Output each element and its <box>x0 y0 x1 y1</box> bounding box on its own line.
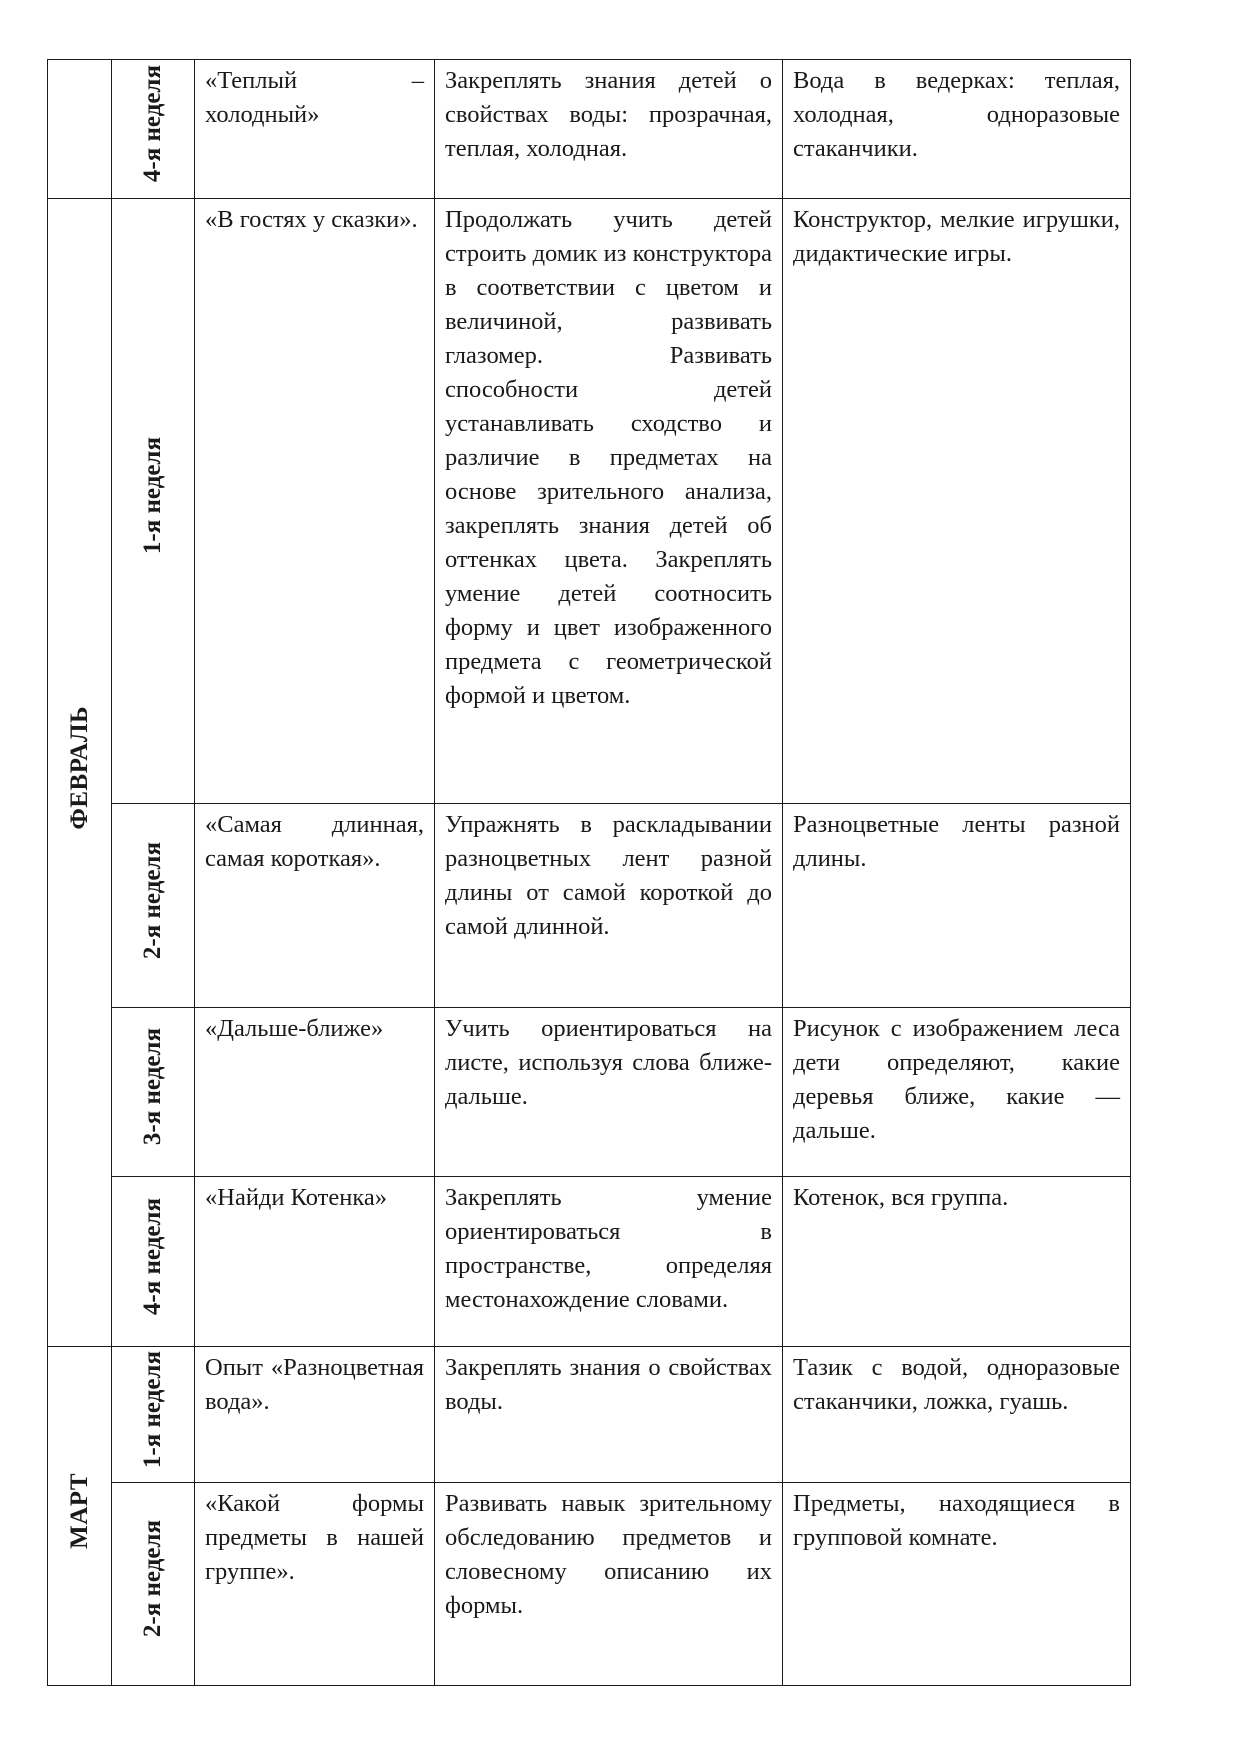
materials-cell <box>783 199 1131 804</box>
table-row <box>48 804 1131 1008</box>
week-cell <box>112 804 195 1008</box>
lesson-materials: Вода в ведерках: теплая, холодная, одноразовые стаканчики. <box>793 67 1120 162</box>
month-cell <box>48 199 112 1347</box>
month-cell-continued <box>48 60 112 199</box>
week-cell <box>112 1347 195 1483</box>
goal-cell <box>435 1008 783 1177</box>
materials-cell <box>783 1177 1131 1347</box>
lesson-goal: Учить ориентироваться на листе, используя слова ближе-дальше. <box>445 1015 772 1110</box>
table-row <box>48 1177 1131 1347</box>
lesson-title: «Самая длинная, самая короткая». <box>205 811 424 872</box>
table-row <box>48 199 1131 804</box>
month-label: ФЕВРАЛЬ <box>65 705 93 830</box>
week-cell <box>112 1483 195 1686</box>
lesson-title: «В гостях у сказки». <box>205 206 418 233</box>
week-cell <box>112 1008 195 1177</box>
goal-cell <box>435 1177 783 1347</box>
table-row <box>48 1483 1131 1686</box>
month-label: МАРТ <box>65 1473 93 1549</box>
week-label: 1-я неделя <box>139 437 166 555</box>
title-cell <box>195 1008 435 1177</box>
week-label: 1-я неделя <box>139 1350 166 1469</box>
week-label: 3-я неделя <box>139 1028 166 1146</box>
lesson-materials: Котенок, вся группа. <box>793 1184 1009 1211</box>
lesson-title: «Какой формы предметы в нашей группе». <box>205 1490 424 1585</box>
title-cell <box>195 199 435 804</box>
title-cell <box>195 1483 435 1686</box>
materials-cell <box>783 1347 1131 1483</box>
week-label: 4-я неделя <box>139 1197 166 1316</box>
lesson-goal: Закреплять знания детей о свойствах воды: прозрачная, теплая, холодная. <box>445 67 772 162</box>
lesson-title: «Найди Котенка» <box>205 1184 388 1211</box>
lesson-title: Опыт «Разноцветная вода». <box>205 1354 424 1415</box>
title-cell <box>195 1177 435 1347</box>
lesson-materials: Рисунок с изображением леса дети определяют, какие деревья ближе, какие — дальше. <box>793 1015 1120 1144</box>
lesson-goal: Закреплять знания о свойствах воды. <box>445 1354 772 1415</box>
goal-cell <box>435 1347 783 1483</box>
materials-cell <box>783 1483 1131 1686</box>
goal-cell <box>435 1483 783 1686</box>
lesson-goal: Упражнять в раскладывании разноцветных лент разной длины от самой короткой до самой длинной. <box>445 811 772 940</box>
lesson-goal: Развивать навык зрительному обследованию предметов и словесному описанию их формы. <box>445 1490 772 1619</box>
lesson-title: «Теплый – холодный» <box>205 67 424 128</box>
title-cell <box>195 804 435 1008</box>
materials-cell <box>783 804 1131 1008</box>
lesson-materials: Конструктор, мелкие игрушки, дидактические игры. <box>793 206 1120 267</box>
title-cell <box>195 60 435 199</box>
week-label: 2-я неделя <box>139 1520 166 1638</box>
lesson-materials: Тазик с водой, одноразовые стаканчики, ложка, гуашь. <box>793 1354 1120 1415</box>
week-cell <box>112 60 195 199</box>
table-row <box>48 1347 1131 1483</box>
month-cell <box>48 1347 112 1686</box>
lesson-goal: Продолжать учить детей строить домик из конструктора в соответствии с цветом и величиной, развивать глазомер. Развивать способности детей устанавливать сходство и различие в предметах на основе зрительного анализа, закреплять знания детей об оттенках цвета. Закреплять умение детей соотносить форму и цвет изображенного предмета с геометрической формой и цветом. <box>445 206 772 709</box>
table-row <box>48 60 1131 199</box>
goal-cell <box>435 60 783 199</box>
table-row <box>48 1008 1131 1177</box>
lesson-materials: Разноцветные ленты разной длины. <box>793 811 1120 872</box>
week-cell <box>112 199 195 804</box>
lesson-title: «Дальше-ближе» <box>205 1015 384 1042</box>
goal-cell <box>435 804 783 1008</box>
week-cell <box>112 1177 195 1347</box>
materials-cell <box>783 1008 1131 1177</box>
goal-cell <box>435 199 783 804</box>
week-label: 2-я неделя <box>139 841 166 960</box>
week-label: 4-я неделя <box>139 65 166 183</box>
lesson-plan-table <box>47 59 1131 1686</box>
materials-cell <box>783 60 1131 199</box>
lesson-materials: Предметы, находящиеся в групповой комнате. <box>793 1490 1120 1551</box>
lesson-goal: Закреплять умение ориентироваться в пространстве, определяя местонахождение словами. <box>445 1184 772 1313</box>
title-cell <box>195 1347 435 1483</box>
